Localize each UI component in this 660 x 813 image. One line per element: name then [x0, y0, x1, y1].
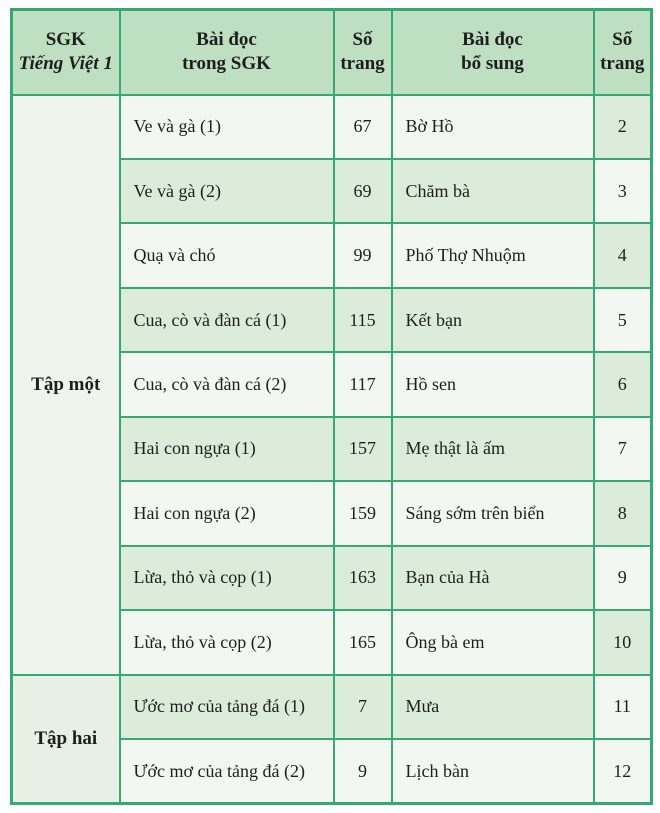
extra-page-cell: 9 [594, 546, 652, 610]
header-lesson [120, 10, 334, 95]
page-cell: 7 [334, 675, 392, 739]
lesson-cell: Ve và gà (2) [120, 159, 334, 223]
header-extra-line1: Bài đọc [462, 28, 523, 50]
extra-lesson-cell: Lịch bàn [392, 739, 594, 803]
header-book-line2: Tiếng Việt 1 [18, 53, 113, 75]
extra-lesson-cell: Ông bà em [392, 610, 594, 674]
lesson-cell: Cua, cò và đàn cá (2) [120, 352, 334, 416]
header-book [12, 10, 120, 95]
extra-lesson-cell: Chăm bà [392, 159, 594, 223]
table-row [12, 95, 652, 159]
extra-lesson-cell: Mẹ thật là ấm [392, 417, 594, 481]
section-label-tap-hai: Tập hai [12, 675, 120, 804]
extra-lesson-cell: Kết bạn [392, 288, 594, 352]
header-extra-line2: bổ sung [461, 53, 524, 75]
lesson-cell: Cua, cò và đàn cá (1) [120, 288, 334, 352]
header-page-line1: Số [352, 28, 373, 50]
page-cell: 157 [334, 417, 392, 481]
extra-page-cell: 6 [594, 352, 652, 416]
lesson-cell: Hai con ngựa (2) [120, 481, 334, 545]
header-extra-page [594, 10, 652, 95]
extra-lesson-cell: Phố Thợ Nhuộm [392, 223, 594, 287]
page-cell: 99 [334, 223, 392, 287]
extra-page-cell: 5 [594, 288, 652, 352]
header-lesson-line1: Bài đọc [196, 28, 257, 50]
extra-lesson-cell: Mưa [392, 675, 594, 739]
page-cell: 67 [334, 95, 392, 159]
header-page-line2: trang [340, 53, 385, 75]
lesson-cell: Ước mơ của tảng đá (2) [120, 739, 334, 803]
extra-page-cell: 7 [594, 417, 652, 481]
header-extra-page-line2: trang [600, 53, 645, 75]
header-row [12, 10, 652, 95]
page-cell: 69 [334, 159, 392, 223]
lesson-cell: Hai con ngựa (1) [120, 417, 334, 481]
table-header [12, 10, 652, 95]
lesson-cell: Ve và gà (1) [120, 95, 334, 159]
page-cell: 9 [334, 739, 392, 803]
table-row [12, 675, 652, 739]
table-body [12, 95, 652, 804]
page-cell: 163 [334, 546, 392, 610]
extra-lesson-cell: Sáng sớm trên biển [392, 481, 594, 545]
extra-page-cell: 10 [594, 610, 652, 674]
lesson-cell: Quạ và chó [120, 223, 334, 287]
extra-page-cell: 4 [594, 223, 652, 287]
extra-lesson-cell: Bạn của Hà [392, 546, 594, 610]
extra-page-cell: 12 [594, 739, 652, 803]
extra-page-cell: 3 [594, 159, 652, 223]
extra-lesson-cell: Hồ sen [392, 352, 594, 416]
page-cell: 115 [334, 288, 392, 352]
header-book-line1: SGK [45, 28, 86, 50]
lesson-cell: Lừa, thỏ và cọp (1) [120, 546, 334, 610]
lesson-cell: Lừa, thỏ và cọp (2) [120, 610, 334, 674]
section-label-tap-mot: Tập một [12, 95, 120, 675]
page-cell: 159 [334, 481, 392, 545]
page-cell: 117 [334, 352, 392, 416]
extra-page-cell: 2 [594, 95, 652, 159]
reading-list-table [10, 8, 653, 805]
page-cell: 165 [334, 610, 392, 674]
header-lesson-line2: trong SGK [182, 53, 271, 75]
header-extra-page-line1: Số [612, 28, 633, 50]
header-extra [392, 10, 594, 95]
header-page [334, 10, 392, 95]
extra-lesson-cell: Bờ Hồ [392, 95, 594, 159]
lesson-cell: Ước mơ của tảng đá (1) [120, 675, 334, 739]
extra-page-cell: 11 [594, 675, 652, 739]
extra-page-cell: 8 [594, 481, 652, 545]
